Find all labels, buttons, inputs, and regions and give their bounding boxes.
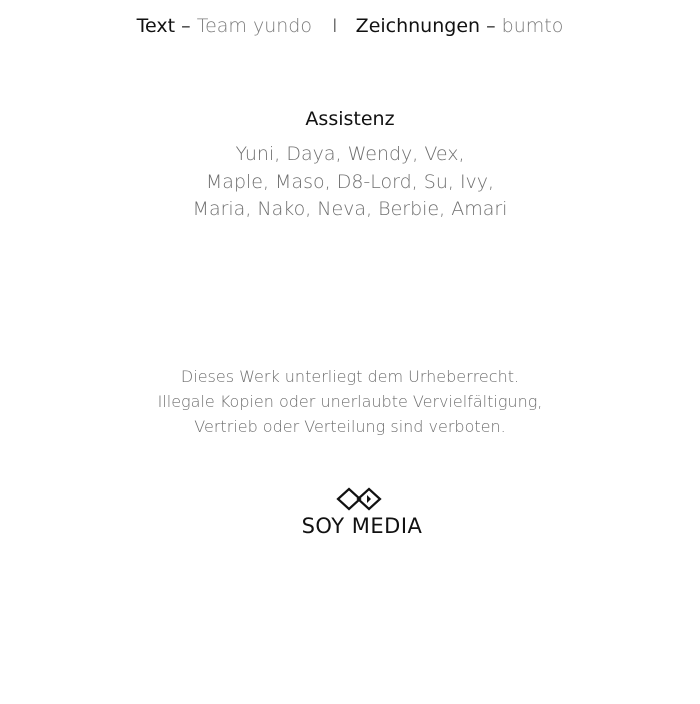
credits-separator: I [333, 15, 337, 37]
copyright-line: Illegale Kopien oder unerlaubte Vervielfältigung, [157, 392, 543, 411]
copyright-line: Dieses Werk unterliegt dem Urheberrecht. [180, 367, 520, 386]
credits-line [0, 13, 700, 39]
assistance-line: Yuni, Daya, Wendy, Vex, [235, 143, 465, 165]
soy-media-logo [300, 485, 424, 541]
drawing-dash: – [486, 15, 496, 37]
drawing-author-name: bumto [501, 15, 564, 37]
soy-media-diamond-icon [300, 485, 424, 513]
assistance-line: Maple, Maso, D8-Lord, Su, Ivy, [205, 170, 495, 193]
text-author-name: Team yundo [196, 15, 312, 37]
copyright-notice [0, 364, 700, 439]
logo-text: SOY MEDIA [301, 514, 423, 538]
assistance-title: Assistenz [305, 108, 395, 130]
assistance-names [0, 141, 700, 224]
copyright-line: Vertrieb oder Verteilung sind verboten. [194, 417, 506, 436]
text-dash: – [181, 15, 191, 37]
drawing-role-label: Zeichnungen [355, 15, 481, 37]
text-role-label: Text [136, 15, 176, 37]
assistance-line: Maria, Nako, Neva, Berbie, Amari [192, 198, 508, 220]
